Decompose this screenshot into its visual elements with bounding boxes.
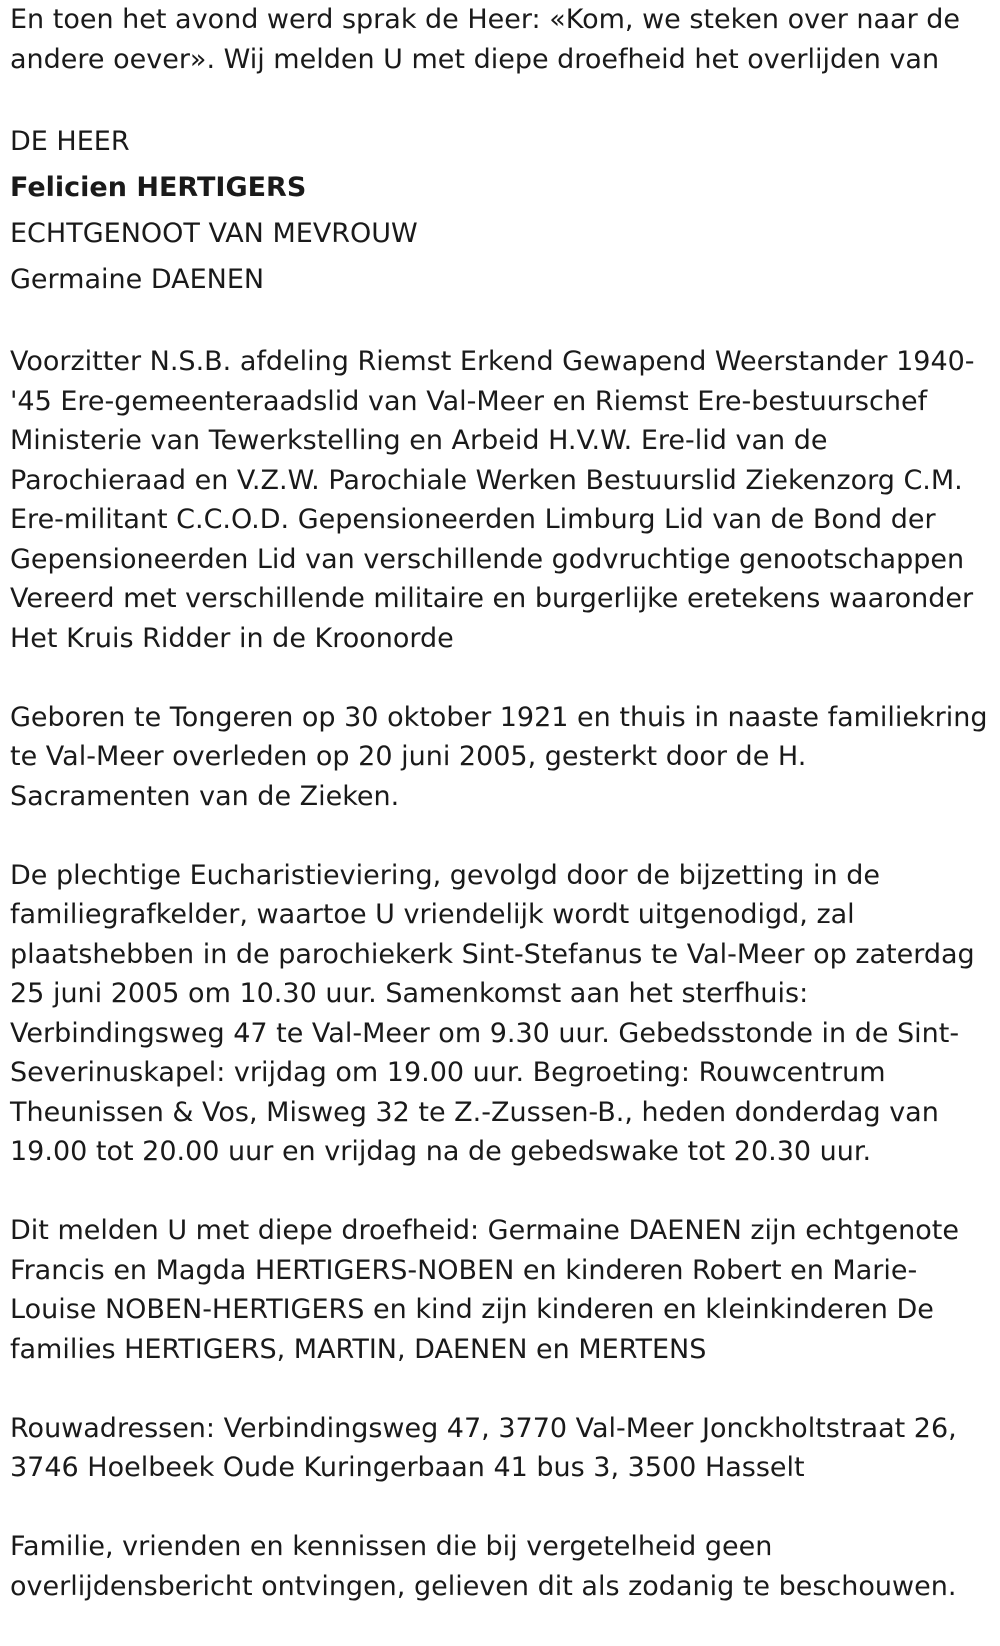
deceased-name: Felicien HERTIGERS (10, 171, 307, 203)
spacer (10, 1369, 990, 1409)
spacer (10, 303, 990, 343)
spouse-label: ECHTGENOOT VAN MEVROUW (10, 217, 418, 249)
ceremony-paragraph: De plechtige Eucharistieviering, gevolgd door de bijzetting in de familiegrafkelder, waartoe U vriendelijk wordt uitgenodigd, zal plaatshebben in de parochiekerk Sint-Stefanus te Val-Meer op zaterdag 25 juni 2005 om 10.30 uur. Samenkomst aan het sterfhuis: Verbindingsweg 47 te Val-Meer om 9.30 uur. Gebedsstonde in de Sint-Severinuskapel: vrijdag om 19.00 uur. Begroeting: Rouwcentrum Theunissen & Vos, Misweg 32 te Z.-Zussen-B., heden donderdag van 19.00 tot 20.00 uur en vrijdag na de gebedswake tot 20.30 uur. (10, 859, 975, 1167)
deceased-title: DE HEER (10, 125, 130, 157)
announcers-paragraph: Dit melden U met diepe droefheid: Germaine DAENEN zijn echtgenote Francis en Magda HERTIGERS-NOBEN en kinderen Robert en Marie-Louise NOBEN-HERTIGERS en kind zijn kinderen en kleinkinderen De families HERTIGERS, MARTIN, DAENEN en MERTENS (10, 1215, 959, 1365)
closing-paragraph: Familie, vrienden en kennissen die bij vergetelheid geen overlijdensbericht ontvingen, gelieven dit als zodanig te beschouwen. (10, 1531, 957, 1602)
birth-death-paragraph: Geboren te Tongeren op 30 oktober 1921 en thuis in naaste familiekring te Val-Meer overleden op 20 juni 2005, gesterkt door de H. Sacramenten van de Zieken. (10, 701, 988, 812)
spacer (10, 816, 990, 856)
addresses-paragraph: Rouwadressen: Verbindingsweg 47, 3770 Val-Meer Jonckholtstraat 26, 3746 Hoelbeek Oude Kuringerbaan 41 bus 3, 3500 Hasselt (10, 1412, 957, 1483)
spacer (10, 1488, 990, 1528)
functions-paragraph: Voorzitter N.S.B. afdeling Riemst Erkend Gewapend Weerstander 1940-'45 Ere-gemeenteraadslid van Val-Meer en Riemst Ere-bestuurschef Ministerie van Tewerkstelling en Arbeid H.V.W. Ere-lid van de Parochieraad en V.Z.W. Parochiale Werken Bestuurslid Ziekenzorg C.M. Ere-militant C.C.O.D. Gepensioneerden Limburg Lid van de Bond der Gepensioneerden Lid van verschillende godvruchtige genootschappen Vereerd met verschillende militaire en burgerlijke eretekens waaronder Het Kruis Ridder in de Kroonorde (10, 346, 975, 654)
spacer (10, 658, 990, 698)
intro-paragraph: En toen het avond werd sprak de Heer: «Kom, we steken over naar de andere oever». Wij melden U met diepe droefheid het overlijden van (10, 4, 961, 75)
spacer (10, 79, 990, 119)
spacer (10, 1172, 990, 1212)
spouse-name: Germaine DAENEN (10, 263, 265, 295)
